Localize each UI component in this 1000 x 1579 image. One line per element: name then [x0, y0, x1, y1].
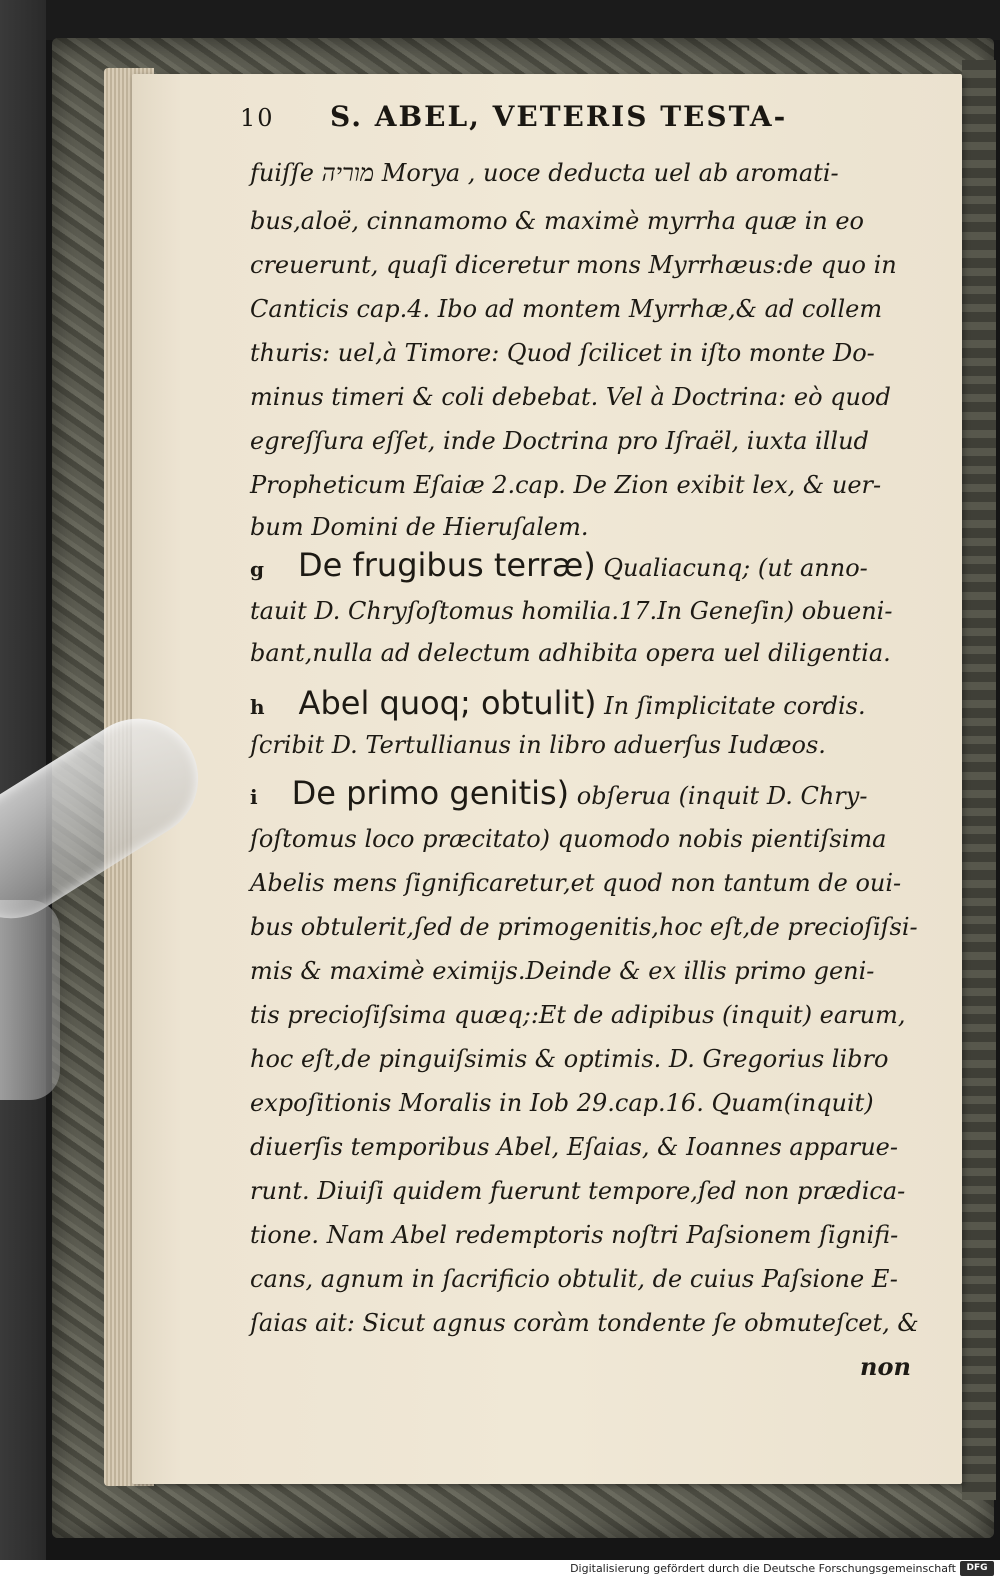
text-line: Abelis mens ſignificaretur,et quod non tantum de oui- — [250, 869, 902, 897]
text-line: tis precioſiſsima quæq;:Et de adipibus (inquit) earum, — [250, 1001, 906, 1029]
running-header — [240, 100, 930, 140]
text-line: bum Domini de Hieruſalem. — [250, 513, 589, 541]
note-i-text: obſerua (inquit D. Chry- — [576, 782, 868, 810]
text-line: Propheticum Eſaiæ 2.cap. De Zion exibit lex, & uer- — [250, 471, 882, 499]
text-line: ſaias ait: Sicut agnus coràm tondente ſe obmuteſcet, & — [250, 1309, 919, 1337]
text-line: bus obtulerit,ſed de primogenitis,hoc eſt,de precioſiſsi- — [250, 913, 918, 941]
text-line: hoc eſt,de pinguiſsimis & optimis. D. Gregorius libro — [250, 1045, 889, 1073]
running-title: S. ABEL, VETERIS TESTA- — [330, 100, 788, 133]
lemma-h: Abel quoq; obtulit) — [298, 684, 597, 722]
text-line: egreſſura eſſet, inde Doctrina pro Iſraël, iuxta illud — [250, 427, 869, 455]
text-line: minus timeri & coli debebat. Vel à Doctrina: eò quod — [250, 383, 891, 411]
glass-clip-lower — [0, 900, 60, 1100]
note-i-first-line — [250, 776, 867, 814]
dfg-logo: DFG — [960, 1561, 994, 1576]
note-g-first-line — [250, 548, 868, 586]
digitization-credit: Digitalisierung gefördert durch die Deutsche Forschungsgemeinschaft — [570, 1562, 956, 1575]
text-line: runt. Diuiſi quidem fuerunt tempore,ſed non prædica- — [250, 1177, 906, 1205]
catchword: non — [860, 1352, 911, 1381]
text-line: ſcribit D. Tertullianus in libro aduerſus Iudæos. — [250, 731, 826, 759]
note-h-first-line — [250, 686, 866, 724]
text-line: cans, agnum in ſacrificio obtulit, de cuius Paſsione E- — [250, 1265, 898, 1293]
note-letter-g: g — [250, 557, 264, 581]
note-letter-i: i — [250, 785, 258, 809]
text-line: mis & maximè eximijs.Deinde & ex illis primo geni- — [250, 957, 875, 985]
text-line: expoſitionis Moralis in Iob 29.cap.16. Quam(inquit) — [250, 1089, 874, 1117]
text-line: diuerſis temporibus Abel, Eſaias, & Ioannes apparue- — [250, 1133, 898, 1161]
page-number: 10 — [240, 104, 275, 132]
text-line: ſoſtomus loco præcitato) quomodo nobis pientiſsima — [250, 825, 887, 853]
text-line: bant,nulla ad delectum adhibita opera uel diligentia. — [250, 639, 891, 667]
text-line: thuris: uel,à Timore: Quod ſcilicet in iſto monte Do- — [250, 339, 875, 367]
text-line: tione. Nam Abel redemptoris noſtri Paſsionem ſignifi- — [250, 1221, 899, 1249]
text-line: tauit D. Chryſoſtomus homilia.17.In Geneſin) obueni- — [250, 597, 893, 625]
text-line: creuerunt, quaſi diceretur mons Myrrhæus:de quo in — [250, 251, 897, 279]
lemma-i: De primo genitis) — [291, 774, 570, 812]
note-g-text: Qualiacunq; (ut anno- — [603, 554, 868, 582]
lemma-g: De frugibus terræ) — [297, 546, 596, 584]
cover-right-edge — [962, 60, 996, 1500]
top-shadow — [46, 0, 1000, 40]
note-h-text: In ſimplicitate cordis. — [604, 692, 866, 720]
text-line: Canticis cap.4. Ibo ad montem Myrrhæ,& ad collem — [250, 295, 883, 323]
note-letter-h: h — [250, 695, 265, 719]
text-line: fuiſſe מוריה Morya , uoce deducta uel ab aromati- — [250, 159, 839, 187]
text-line: bus,aloë, cinnamomo & maximè myrrha quæ in eo — [250, 207, 864, 235]
